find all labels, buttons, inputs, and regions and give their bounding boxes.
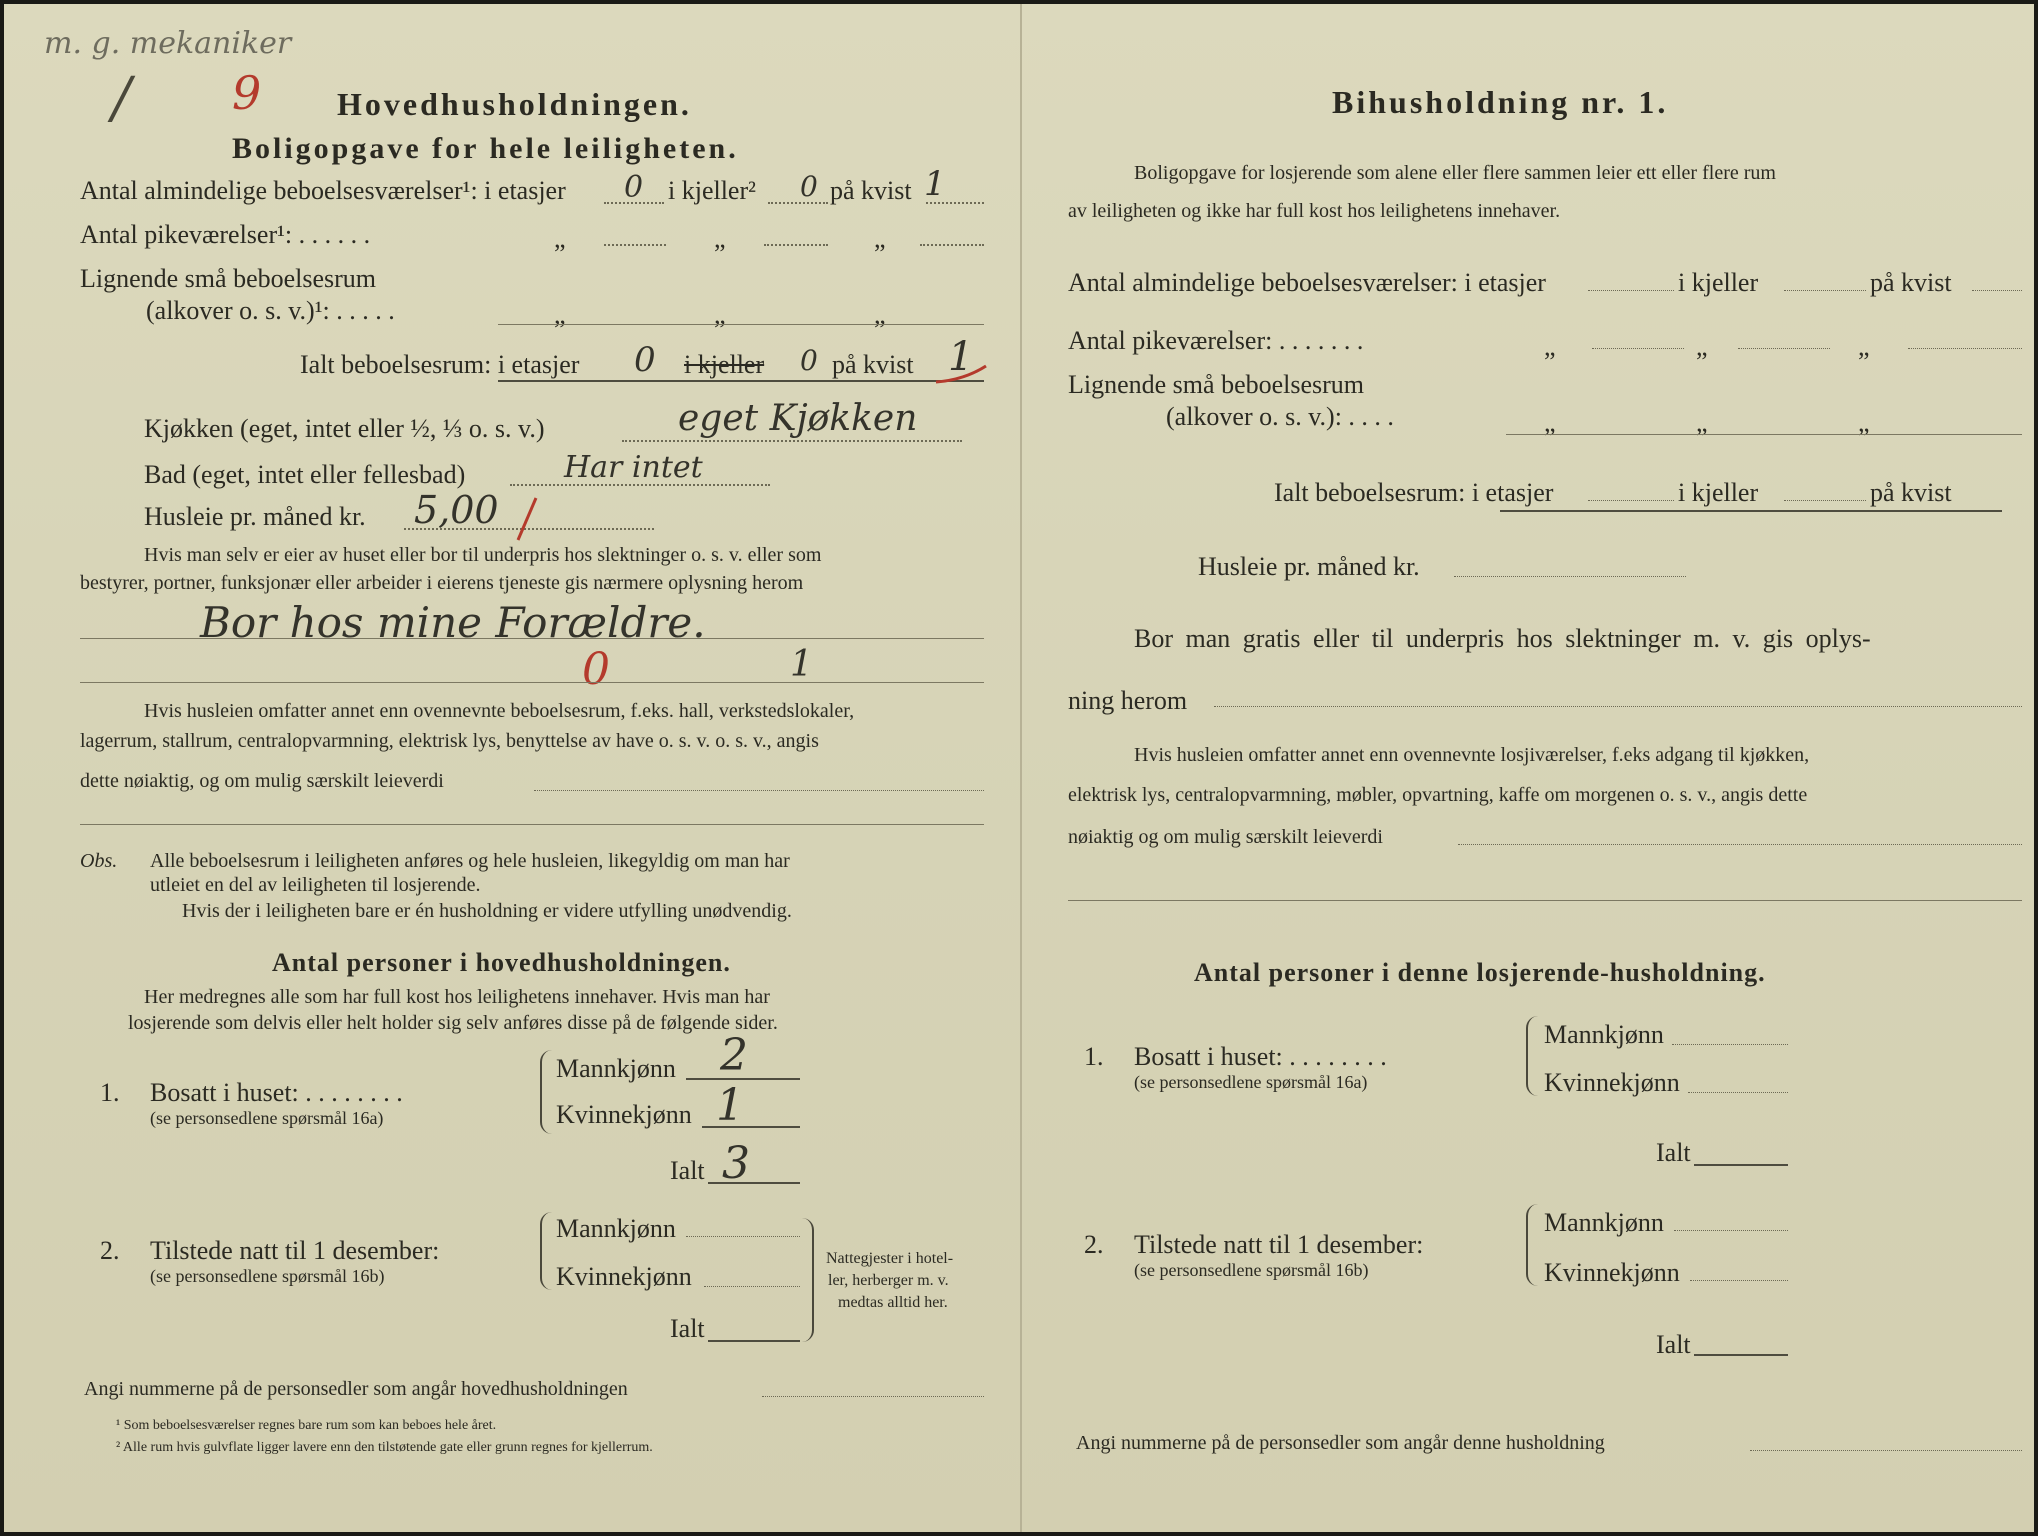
bad-value: Har intet: [564, 450, 703, 485]
handwritten-note-top: m. g. mekaniker: [44, 26, 292, 61]
kvinne2-label: Kvinnekjønn: [556, 1262, 692, 1291]
kvinne-value: 1: [716, 1080, 744, 1131]
angi-label: Angi nummerne på de personsedler som angår hovedhusholdningen: [84, 1378, 628, 1400]
r-persons-title: Antal personer i denne losjerende-husholdning.: [1194, 958, 1766, 987]
ialt-kvist-label: på kvist: [832, 350, 914, 379]
ditto-mark: „: [1858, 408, 1870, 437]
r-kvinne2-label: Kvinnekjønn: [1544, 1258, 1680, 1287]
ialt-kvist-value: 1: [948, 334, 974, 380]
natte-line-a: Nattegjester i hotel-: [826, 1250, 954, 1267]
r-note-line-a: Hvis husleien omfatter annet enn ovennevnte losjiværelser, f.eks adgang til kjøkken,: [1134, 744, 1810, 766]
left-title: Hovedhusholdningen.: [337, 86, 692, 122]
ditto-mark: „: [1696, 332, 1708, 361]
red-slash-mark: [512, 494, 542, 544]
persons-line-b: losjerende som delvis eller helt holder sig selv anføres disse på de følgende sider.: [128, 1012, 778, 1034]
ditto-mark: „: [554, 300, 566, 329]
handwritten-slash: /: [112, 66, 131, 131]
ialt-persons-label: Ialt: [670, 1156, 705, 1185]
right-page: [1022, 4, 2034, 1532]
red-form-number: 9: [232, 66, 262, 120]
ditto-mark: „: [874, 300, 886, 329]
q2-number: 2.: [100, 1236, 120, 1265]
husleie-label: Husleie pr. måned kr.: [144, 502, 366, 531]
row1-kvist-label: på kvist: [830, 176, 912, 205]
r-q1-sub: (se personsedlene spørsmål 16a): [1134, 1072, 1368, 1092]
q2-label: Tilstede natt til 1 desember:: [150, 1236, 440, 1265]
q1-label: Bosatt i huset: . . . . . . . .: [150, 1078, 403, 1107]
census-form-sheet: [4, 4, 2034, 1532]
r-q2-label: Tilstede natt til 1 desember:: [1134, 1230, 1424, 1259]
ditto-mark: „: [874, 224, 886, 253]
note2-line-b: lagerrum, stallrum, centralopvarmning, elektrisk lys, benyttelse av have o. s. v. o. s. v., angis: [80, 730, 819, 752]
kjokken-value: eget Kjøkken: [678, 398, 918, 439]
obs-line-b: utleiet en del av leiligheten til losjerende.: [150, 874, 481, 896]
gratis-line-a: Bor man gratis eller til underpris hos slektninger m. v. gis oplys-: [1134, 624, 1871, 653]
note1-line-b: bestyrer, portner, funksjonær eller arbeider i eierens tjeneste gis nærmere oplysning herom: [80, 572, 804, 594]
r-husleie-label: Husleie pr. måned kr.: [1198, 552, 1420, 581]
ialt-etasjer-value: 0: [634, 340, 656, 380]
row3b-label: (alkover o. s. v.)¹: . . . . .: [146, 296, 395, 325]
q2-sub: (se personsedlene spørsmål 16b): [150, 1266, 385, 1286]
husleie-value: 5,00: [414, 488, 499, 532]
row1-label: Antal almindelige beboelsesværelser¹: i etasjer: [80, 176, 566, 205]
note1-line-a: Hvis man selv er eier av huset eller bor til underpris hos slektninger o. s. v. eller som: [144, 544, 822, 566]
r-note-line-c: nøiaktig og om mulig særskilt leieverdi: [1068, 826, 1383, 848]
r-q2-sub: (se personsedlene spørsmål 16b): [1134, 1260, 1369, 1280]
r-q2-number: 2.: [1084, 1230, 1104, 1259]
kjokken-label: Kjøkken (eget, intet eller ½, ⅓ o. s. v.): [144, 414, 545, 443]
row1-kvist-value: 1: [924, 164, 946, 204]
natte-line-b: ler, herberger m. v.: [828, 1272, 949, 1289]
r-ialt-label: Ialt beboelsesrum: i etasjer: [1274, 478, 1554, 507]
ialt-rooms-label: Ialt beboelsesrum: i etasjer: [300, 350, 580, 379]
kvinne-label: Kvinnekjønn: [556, 1100, 692, 1129]
r-row3-label: Lignende små beboelsesrum: [1068, 370, 1365, 399]
row3-label: Lignende små beboelsesrum: [80, 264, 377, 293]
row2-label: Antal pikeværelser¹: . . . . . .: [80, 220, 371, 249]
r-row3b-label: (alkover o. s. v.): . . . .: [1166, 402, 1394, 431]
natte-line-c: medtas alltid her.: [838, 1294, 948, 1311]
q1-sub: (se personsedlene spørsmål 16a): [150, 1108, 384, 1128]
ditto-mark: „: [714, 300, 726, 329]
obs-label: Obs.: [80, 850, 118, 872]
ialt2-label: Ialt: [670, 1314, 705, 1343]
ditto-mark: „: [1696, 408, 1708, 437]
q1-number: 1.: [100, 1078, 120, 1107]
ditto-mark: „: [1544, 408, 1556, 437]
row1-etasjer-value: 0: [624, 170, 644, 205]
r-row1-label: Antal almindelige beboelsesværelser: i etasjer: [1068, 268, 1546, 297]
ditto-mark: „: [1858, 332, 1870, 361]
r-row2-label: Antal pikeværelser: . . . . . . .: [1068, 326, 1364, 355]
bad-label: Bad (eget, intet eller fellesbad): [144, 460, 466, 489]
r-ialt-persons-label: Ialt: [1656, 1138, 1691, 1167]
ialt-persons-value: 3: [722, 1138, 750, 1189]
left-subtitle: Boligopgave for hele leiligheten.: [232, 132, 739, 165]
intro-line-b: av leiligheten og ikke har full kost hos leilighetens innehaver.: [1068, 200, 1561, 222]
ialt-kjeller-value: 0: [800, 344, 818, 377]
gratis-line-b: ning herom: [1068, 686, 1188, 715]
note1-value: Bor hos mine Forældre.: [200, 598, 706, 647]
note2-line-c: dette nøiaktig, og om mulig særskilt leieverdi: [80, 770, 444, 792]
r-mann-label: Mannkjønn: [1544, 1020, 1664, 1049]
persons-line-a: Her medregnes alle som har full kost hos leilighetens innehaver. Hvis man har: [144, 986, 770, 1008]
footnote-1: ¹ Som beboelsesværelser regnes bare rum som kan beboes hele året.: [116, 1418, 497, 1433]
r-kvinne-label: Kvinnekjønn: [1544, 1068, 1680, 1097]
right-title: Bihusholdning nr. 1.: [1332, 84, 1669, 120]
row1-kjeller-label: i kjeller²: [668, 176, 756, 205]
ditto-mark: „: [1544, 332, 1556, 361]
r-note-line-b: elektrisk lys, centralopvarmning, møbler, opvartning, kaffe om morgenen o. s. v., angis dette: [1068, 784, 1808, 806]
ditto-mark: „: [714, 224, 726, 253]
intro-line-a: Boligopgave for losjerende som alene eller flere sammen leier ett eller flere rum: [1134, 162, 1776, 184]
note2-line-a: Hvis husleien omfatter annet enn ovennevnte beboelsesrum, f.eks. hall, verkstedslokaler,: [144, 700, 855, 722]
r-row1-kvist-label: på kvist: [1870, 268, 1952, 297]
r-ialt-kvist-label: på kvist: [1870, 478, 1952, 507]
red-check-mark: [934, 362, 990, 386]
ialt-kjeller-label: i kjeller: [684, 350, 765, 379]
mann-value: 2: [720, 1030, 748, 1081]
r-q1-number: 1.: [1084, 1042, 1104, 1071]
note1-mark: 1: [790, 644, 813, 685]
persons-title: Antal personer i hovedhusholdningen.: [272, 948, 731, 977]
r-angi-label: Angi nummerne på de personsedler som angår denne husholdning: [1076, 1432, 1605, 1454]
ditto-mark: „: [554, 224, 566, 253]
obs-line-a: Alle beboelsesrum i leiligheten anføres og hele husleien, likegyldig om man har: [150, 850, 790, 872]
row1-kjeller-value: 0: [800, 170, 818, 203]
mann-label: Mannkjønn: [556, 1054, 676, 1083]
r-ialt-kjeller-label: i kjeller: [1678, 478, 1759, 507]
obs-line-c: Hvis der i leiligheten bare er én husholdning er videre utfylling unødvendig.: [182, 900, 792, 922]
mann2-label: Mannkjønn: [556, 1214, 676, 1243]
r-row1-kjeller-label: i kjeller: [1678, 268, 1759, 297]
r-q1-label: Bosatt i huset: . . . . . . . .: [1134, 1042, 1387, 1071]
note1-red-zero: 0: [582, 644, 610, 695]
r-mann2-label: Mannkjønn: [1544, 1208, 1664, 1237]
r-ialt2-label: Ialt: [1656, 1330, 1691, 1359]
footnote-2: ² Alle rum hvis gulvflate ligger lavere enn den tilstøtende gate eller grunn regnes for kjellerrum.: [116, 1440, 653, 1455]
left-page: [4, 4, 1022, 1532]
